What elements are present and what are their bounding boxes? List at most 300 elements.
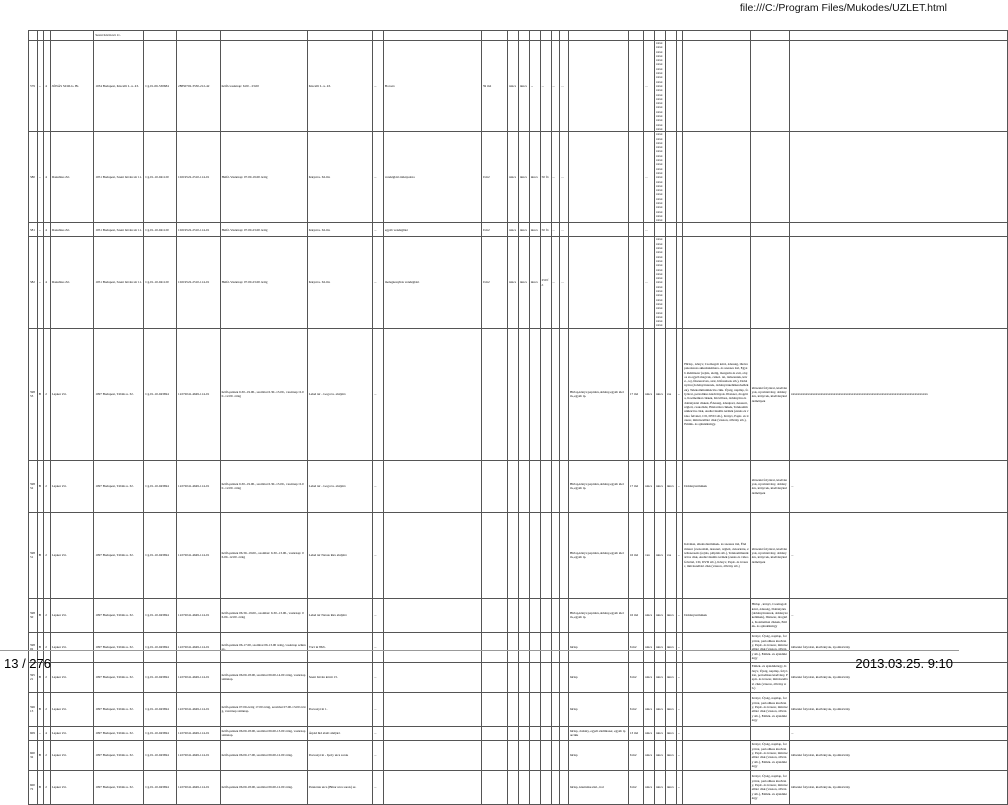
table-cell: 1097 Budapest, Táblás u. 32. [94,692,144,726]
table-cell: Kárpát u. 62-64. [307,237,372,328]
table-cell [518,460,529,512]
table-cell [508,31,519,41]
table-cell-empty [683,132,751,223]
table-cell: nincs [518,223,529,237]
table-cell: melegkonyhás vendéglátó [383,237,481,328]
table-cell: B [37,740,44,770]
table-cell: Cg.01-10-043694 [144,328,177,460]
table-cell [551,740,560,770]
table-cell: 2 [44,662,51,692]
table-row [29,512,1008,598]
table-cell: ... [37,237,44,328]
table-cell: ... [676,328,683,460]
table-cell: nincs [654,512,665,598]
table-cell-empty [665,41,676,132]
table-cell: hírlap [568,740,628,770]
table-cell [683,770,751,804]
table-cell [481,31,507,41]
table-cell: ... [37,41,44,132]
table-cell: B [37,692,44,726]
table-cell: Lapker Zrt. [50,740,94,770]
table-cell: 4 [44,726,51,740]
table-cell: Lehel tér Nexus Rex aluljáró [307,512,372,598]
table-cell: Kiscelli L. u. 43. [307,41,372,132]
table-cell: 1051 Budapest, Szent István tér 11. [94,132,144,223]
table-row [29,770,1008,804]
table-cell: 0 m2 [481,237,507,328]
table-cell: 1097 Budapest, Táblás u. 32. [94,770,144,804]
table-cell: időszaki folyóirat, kiadványok, nyomtatvány [789,770,1007,804]
table-cell: hétfő-péntek 06.00-18.00, szombat 06.00-13.00 óráig, vasárnap szünnap. [220,726,307,740]
table-cell: Lapker Zrt. [50,598,94,632]
table-cell-empty [750,223,789,237]
table-cell-empty [665,31,676,41]
table-cell [518,770,529,804]
table-cell: ... [644,41,655,132]
table-cell: Cg.01-10-043694 [144,692,177,726]
table-cell: ... [373,662,384,692]
table-cell: Cg.01-10-043694 [144,512,177,598]
table-cell [383,460,481,512]
table-row [29,132,1008,223]
table-cell: vas [665,328,676,460]
table-cell: 12272041-4649-114-01 [177,740,221,770]
table-cell: 60072 [29,770,38,804]
table-cell: 59853 [29,328,38,460]
table-cell: hétfő-péntek 07.00-óráig 17.00 óráig, szombat 07.00-13.00 óráig, vasárnap szünnap. [220,692,307,726]
table-cell: ... [373,132,384,223]
table-row [29,237,1008,328]
table-cell: 581 [29,223,38,237]
table-cell: Lehel tér Nexus Rex aluljáró [307,598,372,632]
table-cell: ... [676,632,683,662]
table-cell-empty [789,223,1007,237]
table-cell: Cg.01-10-043694 [144,770,177,804]
table-cell: nincs [665,460,676,512]
table-cell: Pozsonyi út - Ipoly utca sarok [307,740,372,770]
table-cell: 2 [44,692,51,726]
table-cell: időszaki folyóirat, kiadványok, nyomtatvány, dohányáru, könyvek, kiadványkuldemények [750,512,789,598]
table-cell: 6 m2 [628,740,643,770]
table-cell: 10219522-2510-114-01 [177,132,221,223]
table-cell: Kárpát u. 62-64. [307,223,372,237]
table-cell [383,512,481,598]
table-cell: 13 m2 [628,726,643,740]
table-cell: 12272041-4649-114-01 [177,598,221,632]
table-cell: ... [373,726,384,740]
table-cell: hétfő-péntek 06.30.-19.00., szombat: 6.30.-13.00., vasárnap: 06.00.-12.00. óráig [220,598,307,632]
table-cell: 59852 [29,460,38,512]
table-cell-empty [750,41,789,132]
table-cell: ... [560,223,569,237]
table-cell-empty [683,41,751,132]
table-cell: 2 [44,512,51,598]
table-cell: időszaki folyóirat, kiadványok, nyomtatvány [789,632,1007,662]
table-cell: Danubius Zrt. [50,237,94,328]
table-cell-empty [789,237,1007,328]
table-row [29,598,1008,632]
table-cell: Kárpát u. 62-64. [307,132,372,223]
table-cell: 10219522-2510-114-01 [177,223,221,237]
table-cell: ... [676,726,683,740]
table-cell: nincs [665,662,676,692]
table-cell: 6 m2 [628,692,643,726]
table-cell [529,31,540,41]
table-cell: ... [373,512,384,598]
table-cell: hírlap [568,692,628,726]
table-cell-empty [665,237,676,328]
table-row [29,223,1008,237]
table-cell: hétfő-péntek 06-17.00, szombat 06-13.00 óráig, vasárnap szünnap. [220,632,307,662]
table-cell: 580 [29,132,38,223]
table-cell: xxxxxxxxxxxxxxxxxxxxxxxxxxxxxxxxxxxxxxxxxxxxxxxxxxxxxxxxxxxxxxxxxxxxxxxxxxxxxxxxxxxx [654,41,665,132]
table-cell: xxxxxxxxxxxxxxxxxxxxxxxxxxxxxxxxxxxxxxxxxxxxxxxxxxxxxxxxxxxxxxxxxxxxxxxxxxxxxxxxxxxx [654,132,665,223]
table-cell-empty [683,237,751,328]
table-cell [540,328,551,460]
table-cell: Hírlap,könyv,papíráru,dohány,egyéb élelm.,egyéb ip. [568,598,628,632]
table-cell: 1097 Budapest, Táblás u. 32. [94,512,144,598]
table-cell: hétfő-vasárnap: 6.00 - 23.00 [220,41,307,132]
table-cell: xxxxxxxxxxxxxxxxxxxxxxxxxxxxxxxxxxxxxxxxxxxxxxxxxxxxxxxxxxxxxxxxxxxxxxxxxxxxxxxxxxxx [654,237,665,328]
table-cell [383,726,481,740]
table-cell [560,598,569,632]
table-cell: 12272041-4649-114-01 [177,692,221,726]
table-cell: ... [373,237,384,328]
table-cell: Lehel tér - Gogol u. aluljáró [307,460,372,512]
table-cell [508,328,519,460]
table-cell [628,31,643,41]
table-cell: Lehel tér - Gogol u. aluljáró [307,328,372,460]
table-cell-empty [665,223,676,237]
table-cell: ... [789,598,1007,632]
table-cell-empty [683,223,751,237]
table-cell [560,460,569,512]
table-cell: 12272041-4649-114-01 [177,512,221,598]
table-cell: ... [373,328,384,460]
table-cell: 12272041-4649-114-01 [177,770,221,804]
table-cell [518,31,529,41]
table-cell: ... [676,692,683,726]
table-cell: nincs [644,662,655,692]
table-cell: Váci út 86/b. [307,632,372,662]
table-cell: 1051 Budapest, Szent István tér 11. [94,223,144,237]
table-cell: nincs [665,740,676,770]
print-footer [0,650,959,677]
table-cell [518,726,529,740]
table-cell: ... [644,132,655,223]
table-cell [560,31,569,41]
table-cell: 1097 Budapest, Táblás u. 32. [94,460,144,512]
table-cell [540,31,551,41]
table-cell [540,740,551,770]
table-cell: hírlap, dohány, egyéb élelmiszer, egyéb iparcikk [568,726,628,740]
table-cell: Könyv, Újság, napilap, folyóirat, periodikus kiadvány, Papír- és írószer, művészellátó cikk (vászon, állvány stb.), Emlék- és ajándéktárgy [750,632,789,662]
table-cell: nincs [508,237,519,328]
table-cell: hétfő-péntek 06.30.-19.00., szombat: 6.30.-13.00., vasárnap: 06.00.-12.00. óráig [220,512,307,598]
table-cell: 0 m2 [481,132,507,223]
table-cell: ... [373,740,384,770]
table-cell: nincs [654,632,665,662]
table-cell: 0 m2 [481,223,507,237]
table-cell: 6 m2 [628,770,643,804]
table-cell [540,770,551,804]
table-cell [683,726,751,740]
table-cell [29,31,38,41]
table-cell [383,740,481,770]
table-cell [481,512,507,598]
table-cell [560,770,569,804]
table-cell [628,223,643,237]
table-cell: 1097 Budapest, Táblás u. 32. [94,662,144,692]
table-cell [481,328,507,460]
table-cell: időszaki folyóirat, kiadványok, nyomtatvány, dohányáru, könyvek, kiadványkuldemények [750,460,789,512]
table-cell: hétfő-péntek 06.00-18.00, szombat 06.00-14.00 óráig, vasárnap szünnap. [220,662,307,692]
table-row [29,692,1008,726]
table-cell [508,512,519,598]
table-cell: 2 [44,632,51,662]
table-cell [654,31,665,41]
table-cell: Hírlap , könyv, Csomagolt kávé, édesség, illetve pakolassza akkuttakámara- és szeszes ital, Egyéb élelmiszer (rejtás, ételig, margarin és zsir, olajos és egyéb magvak, csikol. tai, italszentek, kávé-, tej, fűszerezvés, szár, hőfonalsok stb.), Dohányáru (dohányáruterek, dohányzókellékes/kellékek), Telekommunikációs cikk. Újság, napilap, folyóirat, periodikus kiadványok. Illatszer, drogéria, Kozmetikai cikkek, Kisvillasz, dohányáru és dohányzási cikkek, Édesség, édesipari, desszert, régleti, csokoládé, Háztartási cikkek, Telekommunikációs cikk, Audiovizuális termék (zenés és video felvétel, CD, DVD stb.), Könyv, Papír- és írószer, művészellátó cikk (vászon, állvány stb.), Emlék- és ajándéktárgy. [683,328,751,460]
table-cell: 2 [44,460,51,512]
table-cell: 1097 Budapest, Táblás u. 32. [94,726,144,740]
table-cell: ... [373,598,384,632]
table-cell [529,328,540,460]
table-cell [540,460,551,512]
table-cell: ... [551,223,560,237]
table-cell [551,692,560,726]
table-cell: ... [560,41,569,132]
table-cell: Hétfő-Vasárnap: 07.00-23.00 óráig [220,237,307,328]
table-cell: 12272041-4649-114-01 [177,662,221,692]
table-cell: 16 m2 [628,598,643,632]
table-cell [540,512,551,598]
table-cell: Danubius Zrt. [50,132,94,223]
table-cell: Hétfő-Vasárnap: 07.00-23.00 óráig [220,223,307,237]
table-cell: 59613 [29,692,38,726]
table-cell [529,598,540,632]
table-cell: Cg.01-10-043694 [144,662,177,692]
table-cell [508,598,519,632]
table-cell [551,770,560,804]
table-cell: Hírlap , könyv, Csomagolt kávé, édesség, Dohányáru (dohányáruterek, dohányzókellékek), Illatszer, drogéria, Kozmetikai cikkek, Emlék- és ajándéktárgy [750,598,789,632]
table-cell: nincs [654,770,665,804]
table-cell [383,770,481,804]
table-cell: ... [373,632,384,662]
table-cell: 50 fő [540,132,551,223]
table-cell [683,740,751,770]
table-cell: Könyv, Újság, napilap, folyóirat, periodikus kiadvány, Papír- és írószer, művészellátó cikk (vászon, állvány stb.), Emlék- és ajándéktárgy [750,740,789,770]
table-cell: nincs [508,223,519,237]
table-cell: Kávékat, alkoholtermékek- és szeszes ital, Élelmiszer (csokoládé, desszert, régleti, cukorkáru, ételiszerezés (rejtás, pálpítás stb.), Telekommunikációs cikk, Audiovizuális termék (zenés és video felvétel, CD, DVD stb.), Könyv, Papír- és írószer, művészellátó cikk (vászon, állvány stb.) [683,512,751,598]
table-cell: ... [551,237,560,328]
table-cell: Lapker Zrt. [50,632,94,662]
table-cell: nincs [644,770,655,804]
table-cell: B [37,770,44,804]
table-cell [560,692,569,726]
table-cell: B [37,598,44,632]
table-cell [50,31,94,41]
table-cell: 59 m2 [481,41,507,132]
table-cell: Szent István körút 13. [307,662,372,692]
table-cell: ... [529,41,540,132]
table-cell: 10219522-2510-114-01 [177,237,221,328]
table-cell: Cg.01-10-043694 [144,460,177,512]
table-cell: nincs [508,132,519,223]
table-cell [551,598,560,632]
table-cell: hírlap, kisértéku élel., ital [568,770,628,804]
table-cell: 250 fő [540,237,551,328]
table-cell: ... [789,726,1007,740]
table-cell [518,740,529,770]
table-cell: egyéb vendéglátó [383,223,481,237]
table-cell [551,31,560,41]
print-timestamp: 2013.03.25. 9:10 [855,656,953,671]
table-cell [540,692,551,726]
table-cell-empty [789,41,1007,132]
table-cell: hírlap [568,662,628,692]
table-cell: 2 [44,328,51,460]
table-cell: 609 [29,726,38,740]
table-cell [568,31,628,41]
table-cell: B [37,328,44,460]
table-cell: Cg.01-10-041120 [144,237,177,328]
table-cell [144,31,177,41]
table-cell: Emlék- és ajándéktárgy, Könyv, Újság, napilap, folyóirat, periodikus kiadvány, Papír- és írószer, művészellátó cikk (vászon, állvány stb.) [750,662,789,692]
table-cell: 1097 Budapest, Táblás u. 32. [94,740,144,770]
table-cell: nincs [644,692,655,726]
table-cell: Lapker Zrt. [50,692,94,726]
table-cell: nincs [654,598,665,632]
table-cell: nincs [665,598,676,632]
table-cell: nincs [654,726,665,740]
table-cell [481,740,507,770]
table-cell: 4 [44,237,51,328]
table-cell: Lapker Zrt. [50,512,94,598]
table-cell [508,460,519,512]
table-cell [518,692,529,726]
table-cell [551,512,560,598]
table-cell: hétfő-péntek 6.30.-19.00., szombat 6.30.-13.00., vasárnap: 6.00.-12.00. óráig [220,328,307,460]
table-cell: Hírlap,könyv,papíráru,dohány,egyéb élelm.,egyéb ip. [568,328,628,460]
table-cell: hírlap [568,632,628,662]
table-cell: Cg.01-10-043694 [144,598,177,632]
table-cell [750,726,789,740]
table-cell: Cg.01-10-041120 [144,223,177,237]
table-cell: ... [676,598,683,632]
table-cell: ... [789,460,1007,512]
table-cell: Szent István tér 11. [94,31,144,41]
table-cell: 59851 [29,512,38,598]
table-cell [683,692,751,726]
table-cell [529,692,540,726]
table-cell: Lapker Zrt. [50,770,94,804]
table-cell: ... [37,726,44,740]
table-cell: hétfő-péntek 06.00-18.00, szombat 06.00-12.00 óráig. [220,770,307,804]
table-cell: Pozsonyi út 1. [307,692,372,726]
table-cell: nincs [654,662,665,692]
table-cell: nincs [529,132,540,223]
table-cell: B [37,632,44,662]
table-cell: ... [540,41,551,132]
table-cell: ... [373,692,384,726]
table-cell: ... [676,770,683,804]
table-cell [628,132,643,223]
table-cell: 4 [44,132,51,223]
table-cell [529,460,540,512]
table-cell [518,328,529,460]
table-cell [508,726,519,740]
table-cell: Borozó [383,41,481,132]
table-cell: 2 [44,598,51,632]
table-cell: ... [551,132,560,223]
table-cell: 6 m2 [628,632,643,662]
table-cell: Cg.01-10-043694 [144,740,177,770]
table-cell [644,31,655,41]
table-cell: 4 [44,223,51,237]
table-cell: időszaki folyóirat, kiadványok, nyomtatvány [789,740,1007,770]
table-cell: 12272041-4649-114-01 [177,632,221,662]
table-cell [481,460,507,512]
table-cell: nincs [518,41,529,132]
table-cell: nincs [529,237,540,328]
table-cell [654,223,665,237]
table-cell: 12272041-4649-114-01 [177,328,221,460]
table-cell: B [37,662,44,692]
table-cell: 1097 Budapest, Táblás u. 32. [94,632,144,662]
table-cell: Hírlap,könyv,papíráru,dohány,egyéb élelm.,egyéb ip. [568,460,628,512]
table-cell [529,512,540,598]
table-cell [518,598,529,632]
table-cell [481,692,507,726]
table-cell: ... [676,740,683,770]
table-cell: Könyv, Újság, napilap, folyóirat, periodikus kiadvány, Papír- és írószer, művészellátó cikk (vászon, állvány stb.), Emlék- és ajándéktárgy [750,770,789,804]
table-cell: 12272041-4649-114-01 [177,726,221,740]
table-cell [373,31,384,41]
table-cell: időszaki folyóirat, kiadványok, nyomtatvány [789,692,1007,726]
table-cell: nincs [665,632,676,662]
table-cell-empty [750,31,789,41]
table-cell-empty [683,31,751,41]
table-cell: ... [644,237,655,328]
table-cell: Könyv, Újság, napilap, folyóirat, periodikus kiadvány, Papír- és írószer, művészellátó cikk (vászon, állvány stb.), Emlék- és ajándéktárgy [750,692,789,726]
table-cell: 59521 [29,662,38,692]
table-cell [628,237,643,328]
table-cell: 6 m2 [628,662,643,692]
table-cell: nincs [644,328,655,460]
table-cell: 60032 [29,740,38,770]
table-cell [383,328,481,460]
table-cell [568,132,628,223]
table-cell: nincs [644,740,655,770]
table-cell: Danubius Zrt. [50,223,94,237]
table-cell: 2 [44,740,51,770]
table-cell: nincs [665,726,676,740]
table-cell-empty [665,132,676,223]
table-cell [540,726,551,740]
table-cell [568,237,628,328]
table-cell: 16 m2 [628,512,643,598]
table-cell: vendéglátó üzletpalota [383,132,481,223]
table-cell: Lapker Zrt. [50,460,94,512]
table-cell [529,726,540,740]
table-cell [481,770,507,804]
table-cell: 1034 Budapest, Kiscelli L. u. 43. [94,41,144,132]
table-cell: 59850 [29,598,38,632]
table-cell: Hétfő-Vasárnap: 07.00-19.00 óráig [220,132,307,223]
table-cell: ... [644,223,655,237]
table-row [29,41,1008,132]
table-cell-empty [789,31,1007,41]
